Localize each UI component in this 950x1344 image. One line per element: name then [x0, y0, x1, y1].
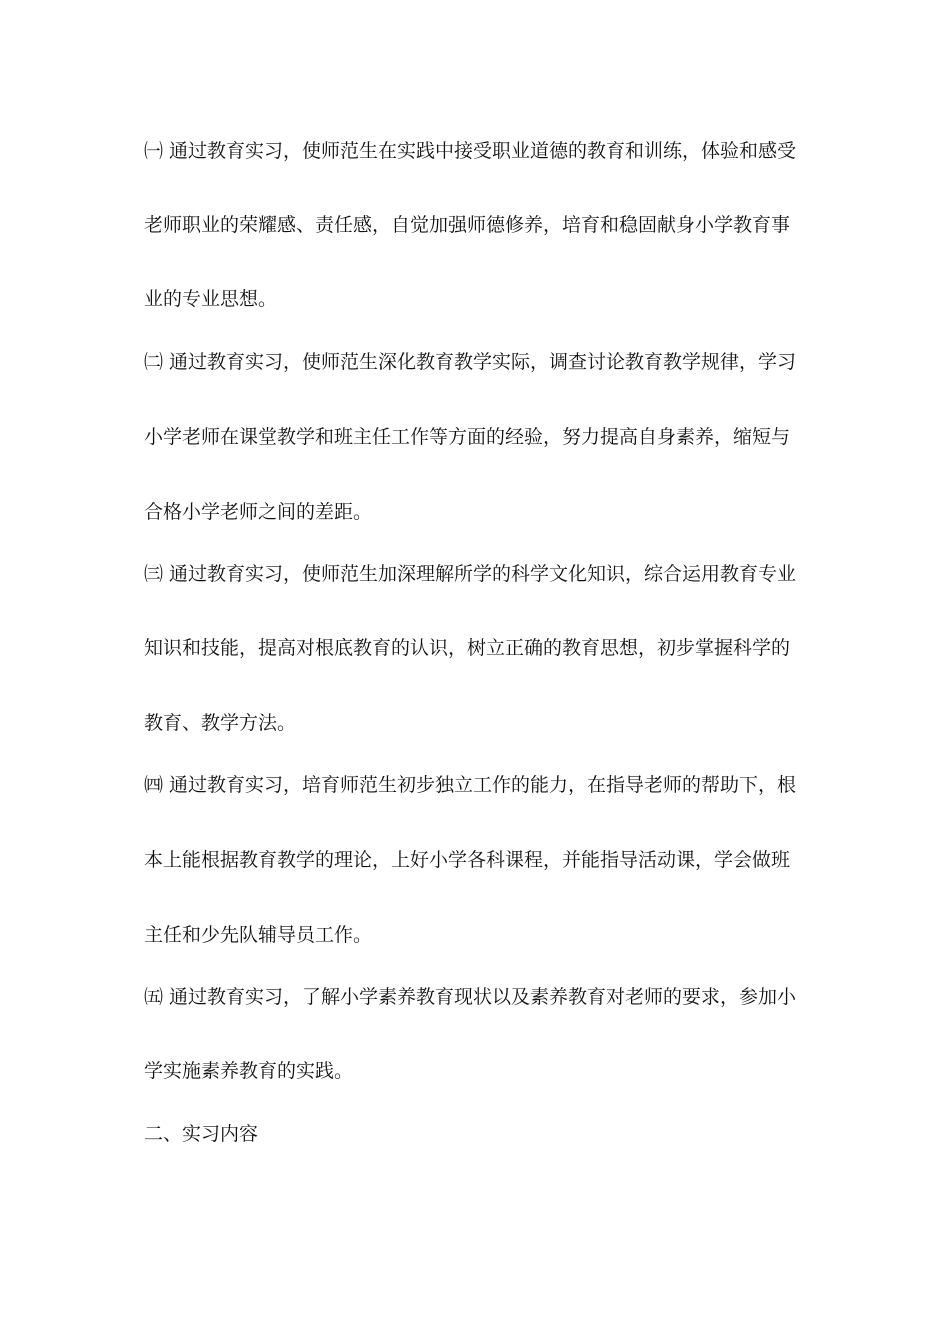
paragraph-4-line-1: ㈣ 通过教育实习，培育师范生初步独立工作的能力，在指导老师的帮助下，根 — [144, 774, 797, 796]
paragraph-4-line-3: 主任和少先队辅导员工作。 — [144, 924, 373, 946]
paragraph-2-line-1: ㈡ 通过教育实习，使师范生深化教育教学实际，调查讨论教育教学规律，学习 — [144, 351, 797, 373]
section-heading: 二、实习内容 — [144, 1123, 259, 1145]
paragraph-2-line-3: 合格小学老师之间的差距。 — [144, 501, 373, 523]
paragraph-4-line-2: 本上能根据教育教学的理论，上好小学各科课程，并能指导活动课，学会做班 — [144, 849, 791, 871]
paragraph-5-line-1: ㈤ 通过教育实习，了解小学素养教育现状以及素养教育对老师的要求，参加小 — [144, 986, 797, 1008]
paragraph-1-line-2: 老师职业的荣耀感、责任感，自觉加强师德修养，培育和稳固献身小学教育事 — [144, 214, 791, 236]
paragraph-3-line-2: 知识和技能，提高对根底教育的认识，树立正确的教育思想，初步掌握科学的 — [144, 637, 791, 659]
paragraph-1-line-3: 业的专业思想。 — [144, 288, 278, 310]
paragraph-2-line-2: 小学老师在课堂教学和班主任工作等方面的经验，努力提高自身素养，缩短与 — [144, 426, 791, 448]
paragraph-1-line-1: ㈠ 通过教育实习，使师范生在实践中接受职业道德的教育和训练，体验和感受 — [144, 140, 797, 162]
paragraph-5-line-2: 学实施素养教育的实践。 — [144, 1060, 354, 1082]
paragraph-3-line-1: ㈢ 通过教育实习，使师范生加深理解所学的科学文化知识，综合运用教育专业 — [144, 563, 797, 585]
paragraph-3-line-3: 教育、教学方法。 — [144, 712, 297, 734]
